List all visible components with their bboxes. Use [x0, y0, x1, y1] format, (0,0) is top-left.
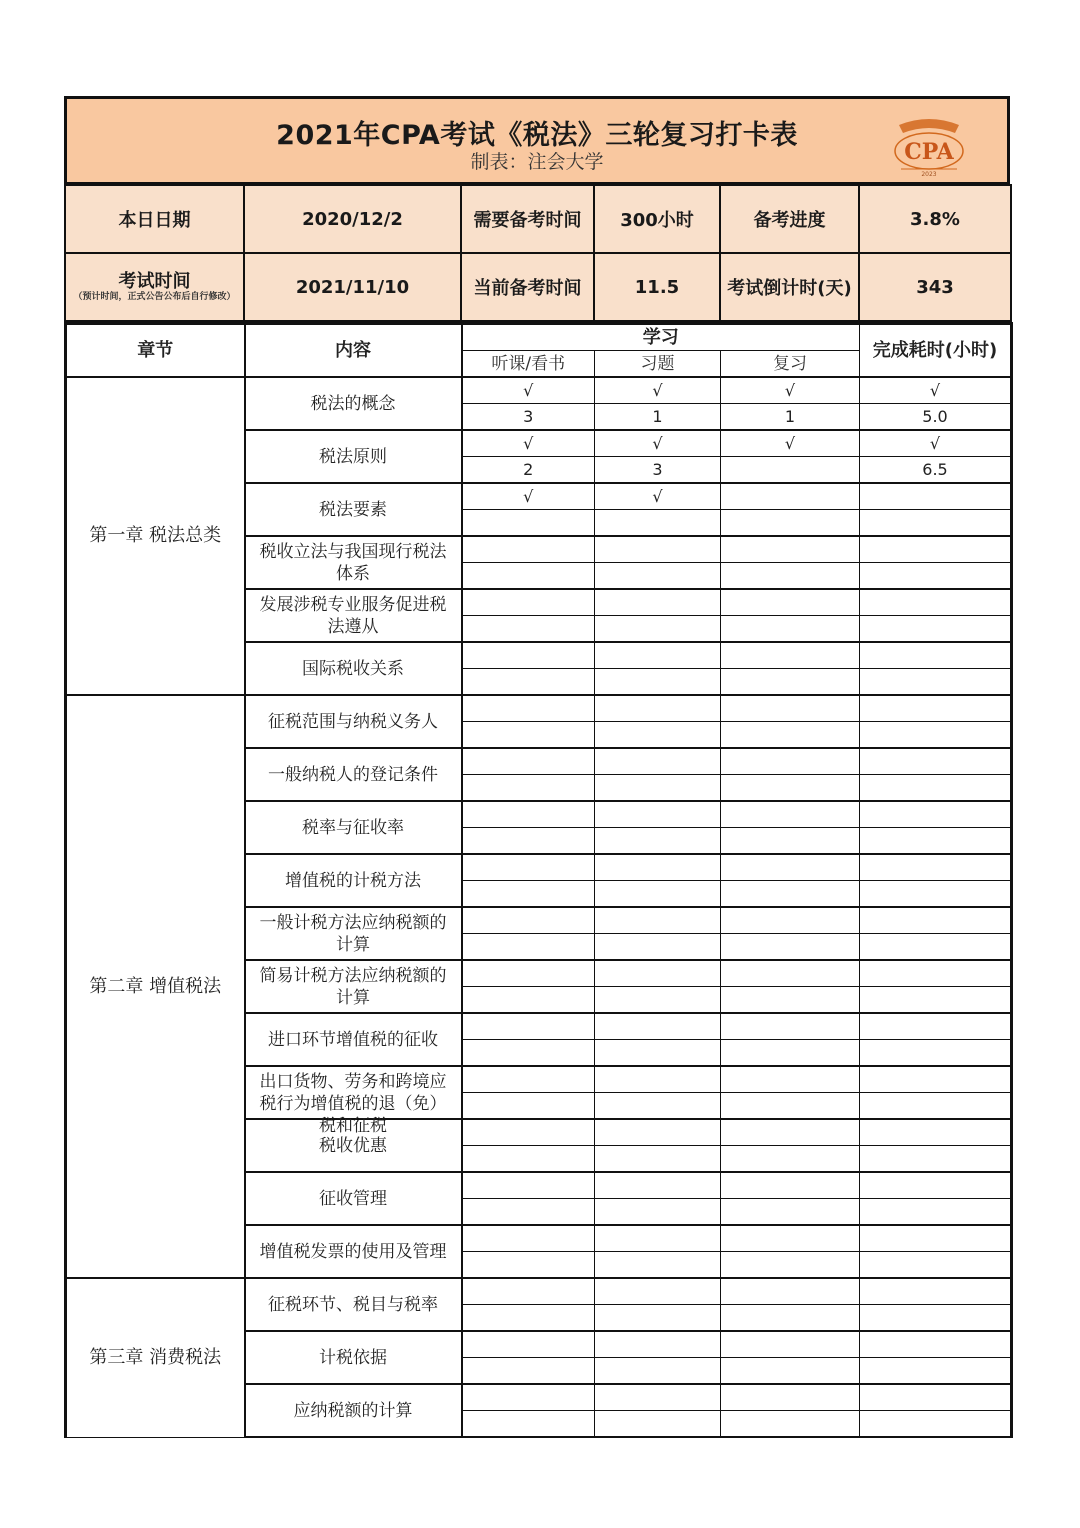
time-cell[interactable]: [860, 801, 1012, 828]
review-cell[interactable]: [721, 695, 860, 722]
review-cell[interactable]: [721, 722, 860, 749]
topic-label: 出口货物、劳务和跨境应税行为增值税的退（免）税和征税: [259, 1071, 447, 1136]
lecture-header: 听课/看书: [462, 351, 595, 378]
review-cell[interactable]: [721, 1040, 860, 1067]
exercise-cell[interactable]: [595, 1146, 721, 1173]
exercise-cell[interactable]: √: [595, 430, 721, 457]
time-cell[interactable]: [860, 1040, 1012, 1067]
review-cell[interactable]: [721, 669, 860, 696]
time-cell[interactable]: [860, 881, 1012, 908]
review-cell[interactable]: [721, 987, 860, 1014]
exam-date-label-cell: [65, 253, 244, 321]
review-cell[interactable]: [721, 483, 860, 510]
review-cell[interactable]: [721, 1225, 860, 1252]
topic-cell: [245, 854, 462, 907]
topic-cell: [245, 907, 462, 960]
lecture-cell[interactable]: 3: [462, 404, 595, 431]
time-cell[interactable]: [860, 1305, 1012, 1332]
exercise-cell[interactable]: [595, 1278, 721, 1305]
time-cell[interactable]: [860, 669, 1012, 696]
review-header: 复习: [721, 351, 860, 378]
time-cell[interactable]: [860, 563, 1012, 590]
lecture-cell[interactable]: [462, 801, 595, 828]
topic-cell: [245, 1384, 462, 1437]
topic-label: 一般纳税人的登记条件: [268, 764, 438, 785]
lecture-cell[interactable]: [462, 775, 595, 802]
lecture-cell[interactable]: [462, 987, 595, 1014]
exercise-cell[interactable]: [595, 722, 721, 749]
topic-cell: [245, 589, 462, 642]
info-table: [64, 184, 1012, 322]
progress-label: 备考进度: [720, 185, 859, 253]
lecture-cell[interactable]: [462, 1384, 595, 1411]
topic-cell: [245, 695, 462, 748]
time-cell[interactable]: [860, 934, 1012, 961]
review-cell[interactable]: [721, 457, 860, 484]
topic-cell: [245, 1331, 462, 1384]
table-row: [66, 695, 1012, 722]
today-label: 本日日期: [65, 185, 244, 253]
topic-label: 税收优惠: [319, 1135, 387, 1156]
review-cell[interactable]: [721, 801, 860, 828]
study-header: 学习: [462, 324, 860, 351]
exercise-cell[interactable]: √: [595, 483, 721, 510]
review-cell[interactable]: [721, 1013, 860, 1040]
review-cell[interactable]: [721, 1066, 860, 1093]
lecture-cell[interactable]: √: [462, 430, 595, 457]
lecture-cell[interactable]: [462, 642, 595, 669]
lecture-cell[interactable]: [462, 1172, 595, 1199]
time-cell[interactable]: [860, 1199, 1012, 1226]
topic-cell: [245, 1172, 462, 1225]
topic-label: 增值税的计税方法: [285, 870, 421, 891]
topic-label: 税法原则: [319, 446, 387, 467]
lecture-cell[interactable]: [462, 748, 595, 775]
lecture-cell[interactable]: [462, 960, 595, 987]
exercise-cell[interactable]: [595, 1252, 721, 1279]
topic-cell: [245, 1013, 462, 1066]
review-cell[interactable]: [721, 775, 860, 802]
time-cell[interactable]: √: [860, 430, 1012, 457]
exam-date-label: 考试时间: [118, 270, 191, 292]
time-cell[interactable]: [860, 1093, 1012, 1120]
header-row-1: [66, 324, 1012, 351]
lecture-cell[interactable]: [462, 1119, 595, 1146]
time-cell[interactable]: [860, 1384, 1012, 1411]
exercise-cell[interactable]: [595, 1331, 721, 1358]
exercise-cell[interactable]: 3: [595, 457, 721, 484]
review-cell[interactable]: [721, 748, 860, 775]
lecture-cell[interactable]: [462, 1278, 595, 1305]
exercise-cell[interactable]: [595, 642, 721, 669]
countdown-value[interactable]: 343: [859, 253, 1011, 321]
topic-label: 征税环节、税目与税率: [268, 1294, 438, 1315]
topic-cell: [245, 1225, 462, 1278]
exercise-cell[interactable]: [595, 589, 721, 616]
exercise-cell[interactable]: [595, 1040, 721, 1067]
topic-label: 税收立法与我国现行税法体系: [259, 541, 447, 584]
lecture-cell[interactable]: [462, 828, 595, 855]
time-cell[interactable]: [860, 987, 1012, 1014]
topic-cell: [245, 483, 462, 536]
time-cell[interactable]: [860, 1278, 1012, 1305]
topic-cell: [245, 1278, 462, 1331]
time-cell[interactable]: [860, 510, 1012, 537]
lecture-cell[interactable]: [462, 722, 595, 749]
lecture-cell[interactable]: [462, 1331, 595, 1358]
lecture-cell[interactable]: [462, 1093, 595, 1120]
topic-cell: [245, 801, 462, 854]
lecture-cell[interactable]: [462, 1040, 595, 1067]
checkin-table: [64, 322, 1013, 1438]
lecture-cell[interactable]: [462, 854, 595, 881]
review-cell[interactable]: [721, 1331, 860, 1358]
exercise-cell[interactable]: [595, 616, 721, 643]
topic-label: 国际税收关系: [302, 658, 404, 679]
time-cell[interactable]: [860, 616, 1012, 643]
topic-cell: [245, 430, 462, 483]
review-cell[interactable]: 1: [721, 404, 860, 431]
time-cell[interactable]: [860, 483, 1012, 510]
topic-label: 税法的概念: [310, 393, 396, 414]
review-cell[interactable]: [721, 881, 860, 908]
exercise-cell[interactable]: [595, 536, 721, 563]
lecture-cell[interactable]: [462, 1013, 595, 1040]
lecture-cell[interactable]: [462, 1358, 595, 1385]
time-cell[interactable]: [860, 1066, 1012, 1093]
topic-label: 进口环节增值税的征收: [268, 1029, 438, 1050]
review-cell[interactable]: [721, 616, 860, 643]
time-cell[interactable]: [860, 854, 1012, 881]
time-cell[interactable]: [860, 1013, 1012, 1040]
exercise-cell[interactable]: [595, 987, 721, 1014]
countdown-label: 考试倒计时(天): [720, 253, 859, 321]
review-cell[interactable]: [721, 1199, 860, 1226]
current-hours-value[interactable]: 11.5: [594, 253, 720, 321]
exam-date-note: （预计时间，正式公告公布后自行修改）: [73, 291, 236, 302]
exercise-cell[interactable]: [595, 510, 721, 537]
lecture-cell[interactable]: [462, 669, 595, 696]
lecture-cell[interactable]: √: [462, 377, 595, 404]
lecture-cell[interactable]: [462, 934, 595, 961]
time-cell[interactable]: [860, 642, 1012, 669]
exercise-cell[interactable]: [595, 934, 721, 961]
table-row: [66, 377, 1012, 404]
exercise-cell[interactable]: [595, 801, 721, 828]
review-cell[interactable]: [721, 563, 860, 590]
topic-label: 增值税发票的使用及管理: [259, 1241, 447, 1262]
progress-value[interactable]: 3.8%: [859, 185, 1011, 253]
review-cell[interactable]: [721, 589, 860, 616]
exercise-cell[interactable]: [595, 960, 721, 987]
review-cell[interactable]: [721, 854, 860, 881]
topic-cell: [245, 642, 462, 695]
exercise-cell[interactable]: [595, 1093, 721, 1120]
exercise-cell[interactable]: [595, 1199, 721, 1226]
review-cell[interactable]: [721, 960, 860, 987]
time-cell[interactable]: [860, 748, 1012, 775]
lecture-cell[interactable]: [462, 616, 595, 643]
chapter-cell: 第一章 税法总类: [66, 377, 245, 695]
lecture-cell[interactable]: 2: [462, 457, 595, 484]
exercise-cell[interactable]: [595, 907, 721, 934]
exercise-cell[interactable]: [595, 695, 721, 722]
lecture-cell[interactable]: [462, 510, 595, 537]
exercise-cell[interactable]: [595, 775, 721, 802]
exercise-cell[interactable]: [595, 563, 721, 590]
review-cell[interactable]: [721, 642, 860, 669]
required-hours-label: 需要备考时间: [461, 185, 594, 253]
lecture-cell[interactable]: [462, 536, 595, 563]
time-cell[interactable]: [860, 1252, 1012, 1279]
review-cell[interactable]: [721, 1146, 860, 1173]
time-cell[interactable]: [860, 589, 1012, 616]
review-cell[interactable]: [721, 1278, 860, 1305]
review-cell[interactable]: [721, 1093, 860, 1120]
info-row-exam: [65, 253, 1011, 321]
lecture-cell[interactable]: [462, 1199, 595, 1226]
cpa-logo: [889, 111, 969, 177]
lecture-cell[interactable]: [462, 1146, 595, 1173]
topic-label: 征税范围与纳税义务人: [268, 711, 438, 732]
sheet-subtitle: 制表：注会大学: [470, 151, 604, 173]
review-cell[interactable]: [721, 1305, 860, 1332]
review-cell[interactable]: [721, 1358, 860, 1385]
review-cell[interactable]: [721, 1252, 860, 1279]
exam-date-value[interactable]: 2021/11/10: [244, 253, 461, 321]
exercise-cell[interactable]: 1: [595, 404, 721, 431]
lecture-cell[interactable]: [462, 1225, 595, 1252]
time-cell[interactable]: [860, 722, 1012, 749]
time-cell[interactable]: [860, 828, 1012, 855]
lecture-cell[interactable]: [462, 1066, 595, 1093]
time-header: 完成耗时(小时): [860, 324, 1012, 378]
title-banner: [64, 96, 1010, 184]
review-cell[interactable]: [721, 1172, 860, 1199]
topic-label: 发展涉税专业服务促进税法遵从: [259, 594, 447, 637]
review-cell[interactable]: [721, 828, 860, 855]
topic-cell: [245, 536, 462, 589]
exercise-cell[interactable]: [595, 854, 721, 881]
time-cell[interactable]: √: [860, 377, 1012, 404]
lecture-cell[interactable]: [462, 695, 595, 722]
exercise-header: 习题: [595, 351, 721, 378]
time-cell[interactable]: [860, 775, 1012, 802]
chapter-cell: 第二章 增值税法: [66, 695, 245, 1278]
current-hours-label: 当前备考时间: [461, 253, 594, 321]
time-cell[interactable]: 6.5: [860, 457, 1012, 484]
review-cell[interactable]: [721, 934, 860, 961]
content-header: 内容: [245, 324, 462, 378]
time-cell[interactable]: [860, 960, 1012, 987]
time-cell[interactable]: [860, 695, 1012, 722]
topic-label: 一般计税方法应纳税额的计算: [259, 912, 447, 955]
time-cell[interactable]: [860, 1358, 1012, 1385]
lecture-cell[interactable]: [462, 907, 595, 934]
exercise-cell[interactable]: [595, 1119, 721, 1146]
exercise-cell[interactable]: [595, 1384, 721, 1411]
exercise-cell[interactable]: [595, 1411, 721, 1438]
topic-cell: [245, 748, 462, 801]
topic-label: 税法要素: [319, 499, 387, 520]
svg-text:2023: 2023: [921, 171, 937, 178]
time-cell[interactable]: [860, 907, 1012, 934]
checkin-sheet: [64, 96, 1010, 1438]
review-cell[interactable]: √: [721, 377, 860, 404]
review-cell[interactable]: [721, 1411, 860, 1438]
exercise-cell[interactable]: [595, 1013, 721, 1040]
exercise-cell[interactable]: [595, 748, 721, 775]
exercise-cell[interactable]: [595, 1358, 721, 1385]
topic-label: 税率与征收率: [302, 817, 404, 838]
exercise-cell[interactable]: [595, 1172, 721, 1199]
exercise-cell[interactable]: [595, 1305, 721, 1332]
topic-cell: [245, 960, 462, 1013]
exercise-cell[interactable]: [595, 881, 721, 908]
lecture-cell[interactable]: [462, 589, 595, 616]
time-cell[interactable]: 5.0: [860, 404, 1012, 431]
table-body: [66, 377, 1012, 1437]
svg-text:CPA: CPA: [904, 139, 954, 165]
topic-label: 应纳税额的计算: [293, 1400, 413, 1421]
info-row-date: [65, 185, 1011, 253]
time-cell[interactable]: [860, 536, 1012, 563]
time-cell[interactable]: [860, 1172, 1012, 1199]
review-cell[interactable]: √: [721, 430, 860, 457]
exercise-cell[interactable]: [595, 1066, 721, 1093]
exercise-cell[interactable]: [595, 828, 721, 855]
topic-cell: [245, 377, 462, 430]
topic-label: 简易计税方法应纳税额的计算: [259, 965, 447, 1008]
review-cell[interactable]: [721, 536, 860, 563]
time-cell[interactable]: [860, 1119, 1012, 1146]
time-cell[interactable]: [860, 1411, 1012, 1438]
lecture-cell[interactable]: [462, 563, 595, 590]
review-cell[interactable]: [721, 1119, 860, 1146]
review-cell[interactable]: [721, 1384, 860, 1411]
sheet-title: 2021年CPA考试《税法》三轮复习打卡表: [276, 120, 798, 151]
time-cell[interactable]: [860, 1331, 1012, 1358]
time-cell[interactable]: [860, 1225, 1012, 1252]
lecture-cell[interactable]: [462, 1252, 595, 1279]
chapter-cell: 第三章 消费税法: [66, 1278, 245, 1437]
required-hours-value[interactable]: 300小时: [594, 185, 720, 253]
review-cell[interactable]: [721, 907, 860, 934]
exercise-cell[interactable]: [595, 669, 721, 696]
review-cell[interactable]: [721, 510, 860, 537]
topic-label: 征收管理: [319, 1188, 387, 1209]
exercise-cell[interactable]: [595, 1225, 721, 1252]
lecture-cell[interactable]: [462, 1411, 595, 1438]
topic-cell: [245, 1066, 462, 1136]
chapter-header: 章节: [66, 324, 245, 378]
topic-label: 计税依据: [319, 1347, 387, 1368]
today-value[interactable]: 2020/12/2: [244, 185, 461, 253]
lecture-cell[interactable]: [462, 881, 595, 908]
time-cell[interactable]: [860, 1146, 1012, 1173]
lecture-cell[interactable]: [462, 1305, 595, 1332]
table-row: [66, 1278, 1012, 1305]
lecture-cell[interactable]: √: [462, 483, 595, 510]
exercise-cell[interactable]: √: [595, 377, 721, 404]
